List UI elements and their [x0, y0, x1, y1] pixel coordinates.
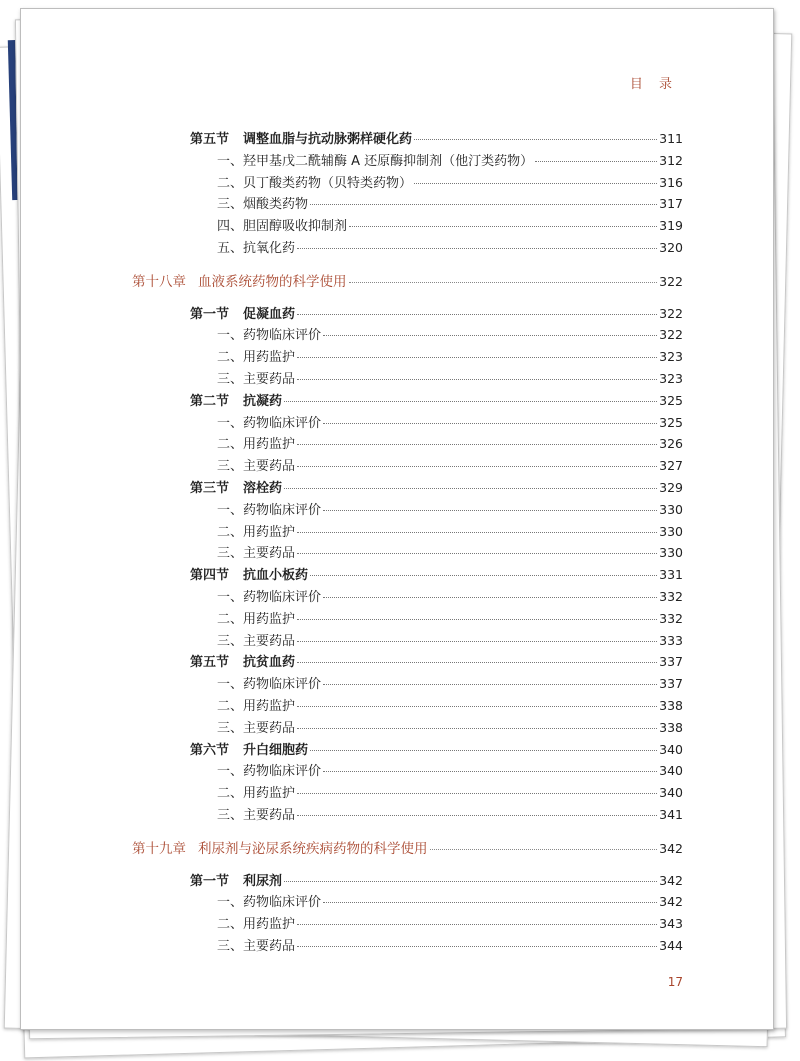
toc-entry-title: 二、用药监护: [217, 786, 296, 802]
toc-entry-label: [217, 499, 321, 518]
toc-item-row: [217, 630, 683, 650]
toc-item-row: [217, 433, 683, 453]
dot-leader: [297, 465, 657, 467]
toc-page-number: 330: [659, 501, 683, 517]
toc-page-number: 338: [659, 719, 683, 735]
toc-entry-label: [217, 695, 295, 714]
table-of-contents: [21, 9, 773, 1029]
page-number: 17: [667, 975, 683, 989]
toc-entry-label: [217, 150, 533, 169]
toc-entry-title: 一、药物临床评价: [217, 677, 322, 693]
toc-entry-label: [190, 651, 295, 670]
toc-page-number: 323: [659, 371, 683, 386]
toc-entry-label: [217, 891, 321, 910]
toc-entry-title: 促凝血药: [243, 306, 296, 322]
toc-entry-label: [132, 270, 347, 290]
toc-item-row: [217, 717, 683, 737]
toc-page-number: 343: [659, 916, 683, 932]
toc-entry-title: 二、贝丁酸类药物（贝特类药物）: [217, 175, 413, 191]
toc-item-row: [217, 499, 683, 519]
dot-leader: [297, 618, 657, 620]
toc-entry-label: [217, 717, 295, 736]
toc-section-row: [190, 651, 683, 671]
toc-page-number: 338: [659, 698, 683, 713]
toc-page-number: 327: [659, 458, 683, 474]
dot-leader: [297, 313, 657, 315]
toc-entry-label: [190, 303, 295, 322]
toc-entry-number: 第一节: [190, 306, 230, 322]
toc-item-row: [217, 695, 683, 715]
toc-item-row: [217, 324, 683, 344]
toc-item-row: [217, 891, 683, 911]
toc-entry-title: 一、药物临床评价: [217, 590, 322, 605]
toc-section-row: [190, 390, 683, 410]
toc-page-number: 332: [659, 589, 683, 604]
dot-leader: [310, 749, 657, 751]
toc-entry-title: 三、主要药品: [217, 633, 296, 649]
dot-leader: [297, 531, 657, 533]
toc-entry-title: 调整血脂与抗动脉粥样硬化药: [243, 132, 413, 147]
toc-entry-label: [217, 433, 295, 452]
toc-entry-title: 三、主要药品: [217, 372, 296, 387]
toc-entry-title: 二、用药监护: [217, 437, 296, 453]
toc-entry-title: 一、羟甲基戊二酰辅酶 A 还原酶抑制剂（他汀类药物）: [217, 153, 534, 169]
dot-leader: [297, 443, 657, 445]
toc-entry-label: [217, 586, 321, 605]
toc-entry-title: 三、主要药品: [217, 939, 296, 954]
toc-page-number: 317: [659, 196, 683, 212]
toc-entry-number: 第十八章: [132, 273, 186, 290]
toc-item-row: [217, 150, 683, 170]
toc-page-number: 326: [659, 436, 683, 452]
toc-item-row: [217, 412, 683, 432]
toc-entry-title: 一、药物临床评价: [217, 415, 322, 431]
dot-leader: [349, 225, 657, 227]
dot-leader: [310, 574, 657, 576]
toc-page-number: 331: [659, 567, 683, 583]
dot-leader: [284, 880, 657, 882]
toc-entry-label: [217, 804, 295, 823]
toc-item-row: [217, 586, 683, 606]
toc-page-number: 323: [659, 349, 683, 365]
dot-leader: [284, 400, 657, 402]
toc-page-number: 325: [659, 414, 683, 430]
dot-leader: [310, 203, 657, 205]
toc-item-row: [217, 782, 683, 802]
toc-page-number: 342: [659, 894, 683, 910]
dot-leader: [323, 334, 657, 336]
toc-entry-number: 第六节: [190, 742, 230, 758]
dot-leader: [414, 138, 657, 140]
toc-entry-label: [132, 837, 428, 857]
toc-page-number: 320: [659, 240, 683, 255]
dot-leader: [297, 814, 657, 816]
toc-entry-title: 利尿剂: [243, 873, 283, 889]
toc-entry-label: [217, 673, 321, 692]
page-header-title: 目 录: [629, 77, 678, 92]
toc-entry-label: [217, 913, 295, 932]
toc-item-row: [217, 172, 683, 192]
toc-entry-title: 一、药物临床评价: [217, 764, 322, 780]
toc-entry-number: 第五节: [190, 655, 230, 671]
toc-entry-label: [217, 346, 295, 365]
toc-page-number: 342: [659, 872, 683, 888]
toc-entry-label: [217, 455, 295, 474]
toc-page-number: 340: [659, 763, 683, 779]
toc-entry-number: 第五节: [190, 132, 230, 147]
dot-leader: [535, 160, 657, 162]
toc-entry-title: 溶栓药: [243, 481, 283, 496]
toc-page-number: 311: [659, 131, 683, 146]
toc-entry-title: 升白细胞药: [243, 742, 309, 758]
toc-page-number: 337: [659, 676, 683, 692]
toc-page-number: 342: [659, 840, 683, 856]
toc-entry-title: 三、主要药品: [217, 546, 296, 562]
toc-entry-title: 二、用药监护: [217, 611, 296, 627]
dot-leader: [297, 378, 657, 380]
toc-entry-title: 三、主要药品: [217, 459, 296, 475]
toc-page-number: 330: [659, 545, 683, 561]
toc-entry-title: 三、主要药品: [217, 808, 296, 823]
toc-page-number: 322: [659, 327, 683, 343]
dot-leader: [323, 683, 657, 685]
toc-entry-label: [217, 237, 295, 256]
toc-entry-label: [190, 390, 282, 409]
toc-entry-title: 三、主要药品: [217, 720, 296, 736]
toc-item-row: [217, 542, 683, 562]
toc-entry-label: [217, 172, 412, 191]
toc-item-row: [217, 673, 683, 693]
dot-leader: [297, 552, 657, 554]
toc-page-number: 329: [659, 480, 683, 495]
toc-section-row: [190, 477, 683, 497]
toc-entry-title: 血液系统药物的科学使用: [198, 273, 347, 290]
toc-page-number: 322: [659, 273, 683, 289]
toc-entry-label: [217, 630, 295, 649]
toc-page-number: 344: [659, 938, 683, 953]
toc-item-row: [217, 193, 683, 213]
toc-entry-label: [190, 564, 308, 583]
toc-entry-label: [217, 935, 295, 954]
dot-leader: [349, 281, 658, 283]
toc-page: [20, 8, 774, 1030]
dot-leader: [297, 247, 657, 249]
toc-entry-number: 第三节: [190, 481, 230, 496]
toc-entry-number: 第十九章: [132, 840, 186, 857]
dot-leader: [297, 792, 657, 794]
toc-section-row: [190, 128, 683, 148]
dot-leader: [297, 923, 657, 925]
toc-entry-title: 四、胆固醇吸收抑制剂: [217, 219, 348, 235]
toc-page-number: 325: [659, 392, 683, 408]
toc-item-row: [217, 760, 683, 780]
toc-page-number: 337: [659, 654, 683, 670]
toc-entry-label: [217, 760, 321, 779]
dot-leader: [284, 487, 657, 489]
toc-section-row: [190, 303, 683, 323]
toc-page-number: 330: [659, 523, 683, 539]
toc-entry-number: 第二节: [190, 393, 230, 409]
toc-section-row: [190, 870, 683, 890]
toc-entry-title: 一、药物临床评价: [217, 895, 322, 911]
toc-page-number: 341: [659, 807, 683, 822]
toc-item-row: [217, 455, 683, 475]
toc-item-row: [217, 368, 683, 388]
toc-entry-title: 二、用药监护: [217, 699, 296, 714]
toc-item-row: [217, 935, 683, 955]
toc-entry-label: [217, 608, 295, 627]
dot-leader: [297, 356, 657, 358]
toc-chapter-row: [132, 270, 683, 290]
dot-leader: [323, 422, 657, 424]
toc-page-number: 322: [659, 305, 683, 321]
dot-leader: [414, 182, 657, 184]
toc-chapter-row: [132, 837, 683, 857]
toc-item-row: [217, 913, 683, 933]
dot-leader: [323, 509, 657, 511]
toc-page-number: 319: [659, 218, 683, 234]
toc-entry-label: [217, 412, 321, 431]
toc-page-number: 316: [659, 174, 683, 190]
toc-entry-label: [217, 215, 347, 234]
toc-section-row: [190, 739, 683, 759]
dot-leader: [323, 770, 657, 772]
toc-item-row: [217, 215, 683, 235]
toc-section-row: [190, 564, 683, 584]
toc-entry-title: 抗贫血药: [243, 655, 296, 671]
toc-item-row: [217, 804, 683, 824]
toc-entry-label: [217, 324, 321, 343]
toc-entry-number: 第一节: [190, 873, 230, 889]
dot-leader: [297, 661, 657, 663]
toc-entry-number: 第四节: [190, 568, 230, 584]
toc-page-number: 340: [659, 741, 683, 757]
toc-item-row: [217, 237, 683, 257]
dot-leader: [323, 901, 657, 903]
dot-leader: [297, 705, 657, 707]
toc-entry-label: [217, 368, 295, 387]
toc-entry-title: 一、药物临床评价: [217, 328, 322, 344]
toc-entry-title: 一、药物临床评价: [217, 502, 322, 518]
dot-leader: [297, 640, 657, 642]
toc-entry-title: 二、用药监护: [217, 524, 296, 540]
toc-entry-label: [190, 477, 282, 496]
dot-leader: [430, 848, 658, 850]
toc-entry-title: 二、用药监护: [217, 917, 296, 933]
toc-entry-label: [217, 782, 295, 801]
dot-leader: [297, 945, 657, 947]
toc-entry-label: [217, 521, 295, 540]
dot-leader: [323, 596, 657, 598]
toc-page-number: 333: [659, 632, 683, 648]
toc-page-number: 312: [659, 152, 683, 168]
toc-entry-title: 抗血小板药: [243, 568, 309, 584]
toc-item-row: [217, 346, 683, 366]
toc-entry-title: 三、烟酸类药物: [217, 197, 309, 213]
toc-entry-label: [190, 870, 282, 889]
toc-entry-title: 抗凝药: [243, 393, 283, 409]
dot-leader: [297, 727, 657, 729]
toc-item-row: [217, 608, 683, 628]
toc-entry-label: [217, 542, 295, 561]
toc-entry-title: 利尿剂与泌尿系统疾病药物的科学使用: [198, 840, 428, 857]
toc-entry-label: [190, 739, 308, 758]
toc-entry-title: 二、用药监护: [217, 350, 296, 366]
toc-item-row: [217, 521, 683, 541]
toc-entry-label: [217, 193, 308, 212]
toc-page-number: 332: [659, 610, 683, 626]
toc-entry-label: [190, 128, 412, 147]
toc-entry-title: 五、抗氧化药: [217, 241, 296, 256]
toc-page-number: 340: [659, 785, 683, 801]
